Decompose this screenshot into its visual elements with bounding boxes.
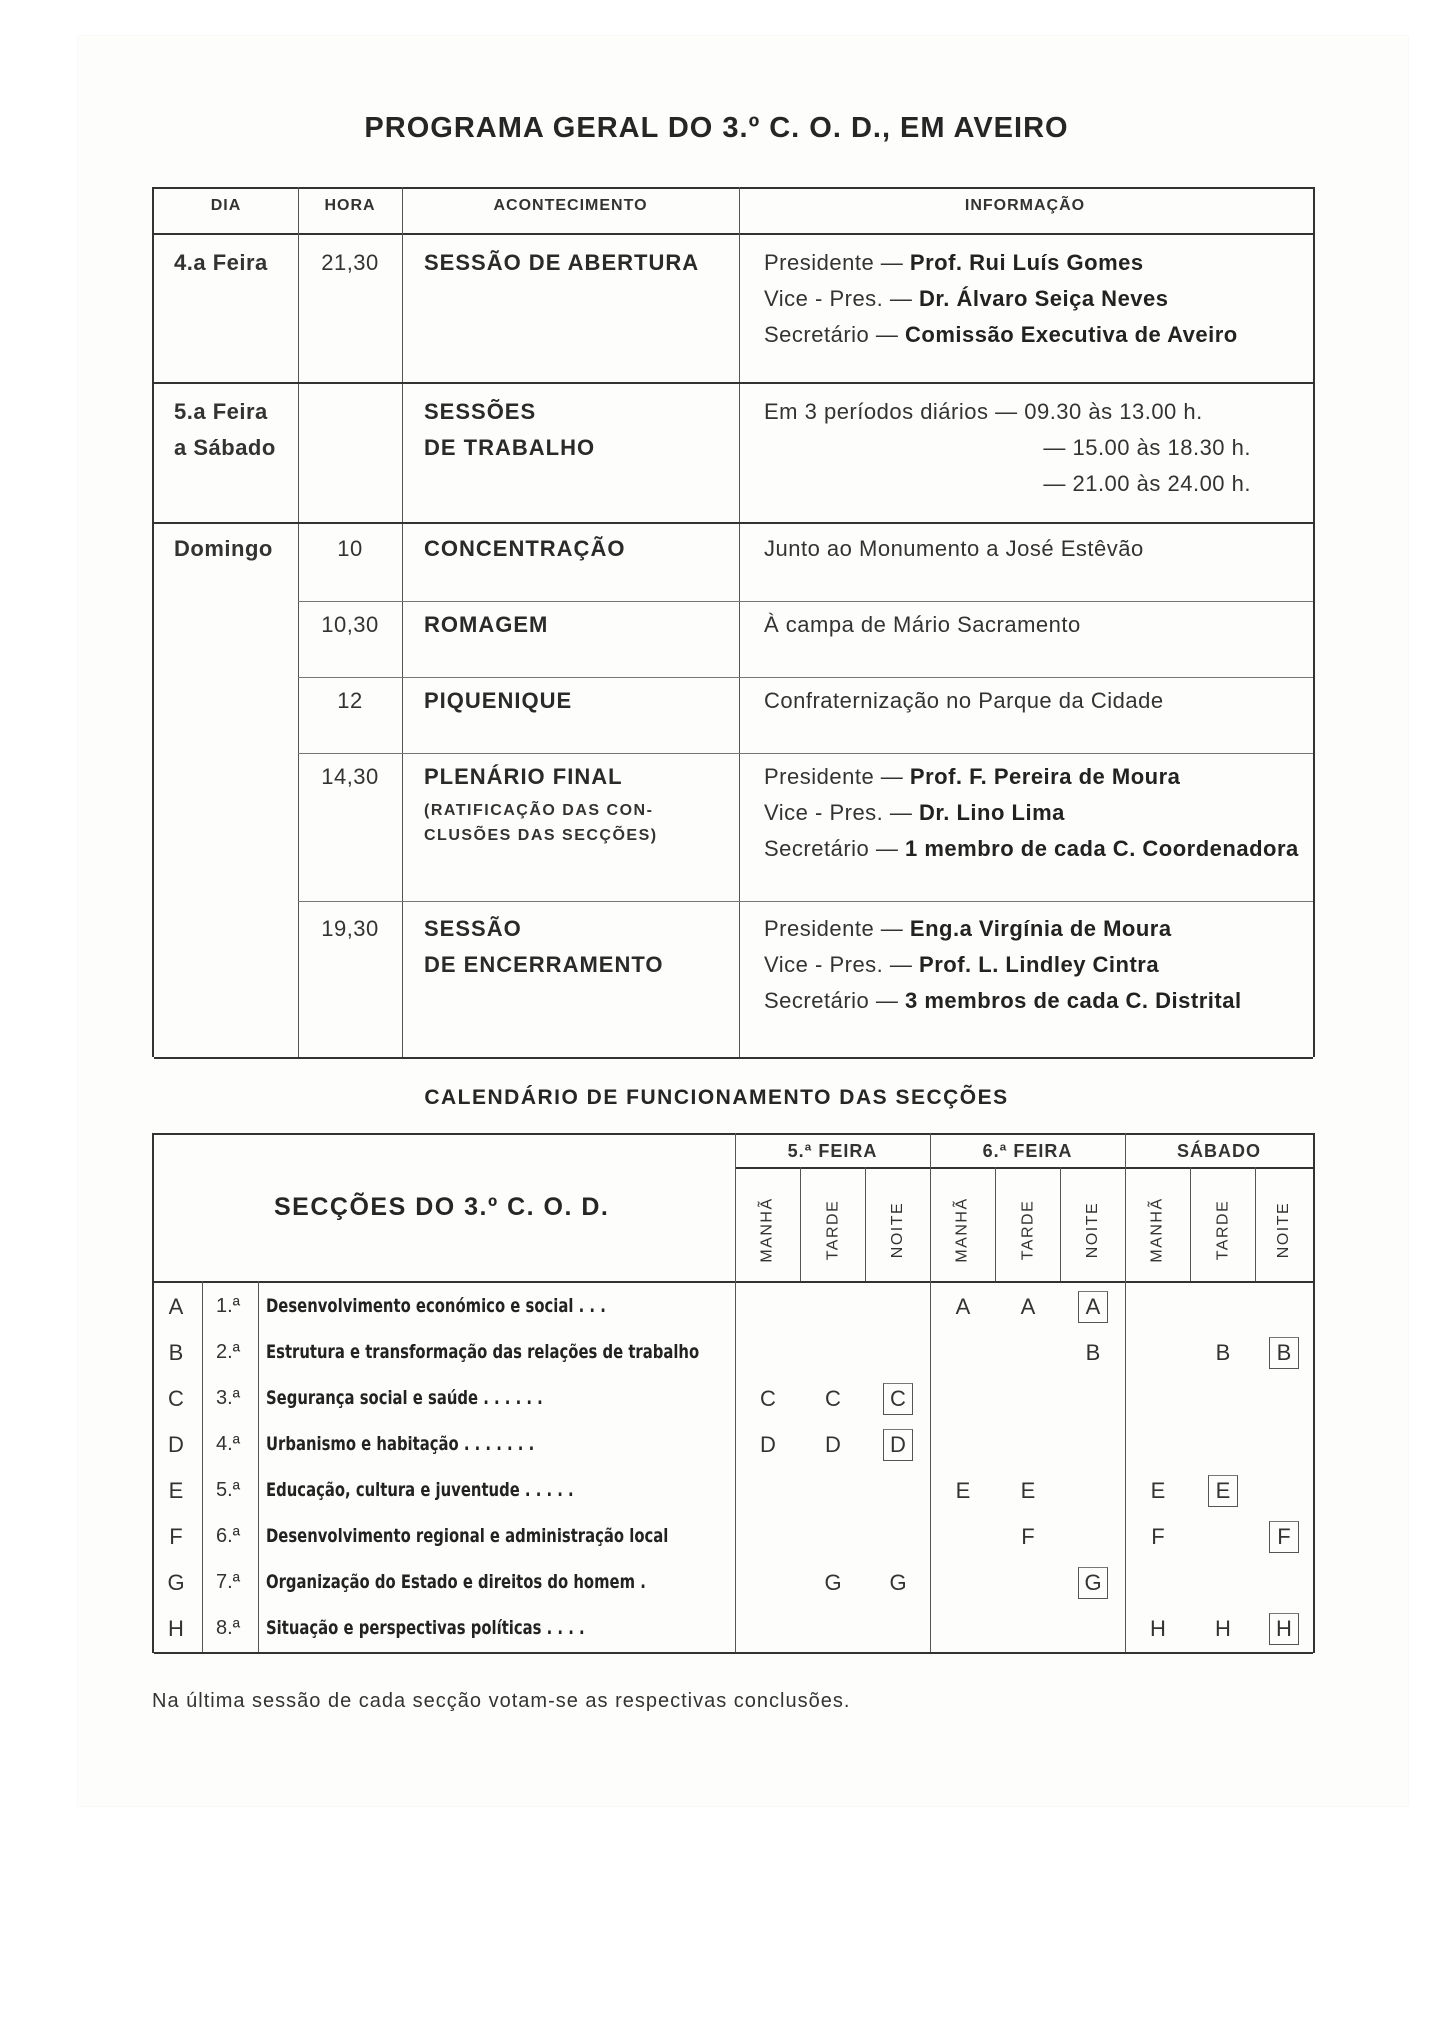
section-letter: B (168, 1340, 184, 1365)
shift-label: NOITE (1083, 1201, 1101, 1259)
info-name: 1 membro de cada C. Coordenadora (905, 836, 1299, 861)
section-number: 4.ª (215, 1433, 241, 1455)
program-info-line (764, 394, 1203, 430)
session-mark-voting (1073, 1559, 1113, 1606)
calendar-title: CALENDÁRIO DE FUNCIONAMENTO DAS SECÇÕES (424, 1086, 1009, 1109)
program-event-note: (RATIFICAÇÃO DAS CON- (424, 802, 654, 819)
session-mark-voting (1264, 1605, 1304, 1652)
info-text: — 15.00 às 18.30 h. (1043, 435, 1251, 460)
session-letter: G (889, 1570, 907, 1595)
program-info-line (764, 531, 1144, 567)
table-top-border (154, 1133, 1313, 1135)
shift-divider (800, 1167, 801, 1281)
program-info-line (764, 831, 1299, 867)
session-mark (1203, 1329, 1243, 1376)
info-text: Presidente — (764, 764, 910, 789)
shift-label: MANHÃ (1149, 1197, 1166, 1263)
calendar-table (152, 1133, 1315, 1653)
shift-label: TARDE (824, 1199, 842, 1261)
section-name: Desenvolvimento regional e administração local (266, 1525, 669, 1547)
shift-header (998, 1175, 1058, 1285)
session-mark (1138, 1605, 1178, 1652)
info-text: Presidente — (764, 916, 910, 941)
program-info-line (764, 947, 1159, 983)
info-name: Comissão Executiva de Aveiro (905, 322, 1238, 347)
section-letter: D (168, 1432, 184, 1457)
session-mark (813, 1375, 853, 1422)
shift-header (1193, 1175, 1253, 1285)
row-separator (154, 382, 1313, 384)
session-mark-voting (1203, 1467, 1243, 1514)
row-separator (298, 901, 1313, 902)
session-mark (1138, 1467, 1178, 1514)
program-hour: 10 (337, 536, 363, 561)
days-separator (735, 1167, 1313, 1169)
session-letter: D (883, 1429, 913, 1461)
session-mark-voting (1264, 1513, 1304, 1560)
session-letter: A (1020, 1294, 1036, 1319)
shift-label: TARDE (1214, 1199, 1232, 1261)
program-info-line (764, 607, 1081, 643)
row-separator (298, 677, 1313, 678)
session-mark-voting (1264, 1329, 1304, 1376)
session-letter: H (1269, 1613, 1299, 1645)
section-letter: C (168, 1386, 184, 1411)
session-letter: G (824, 1570, 842, 1595)
day-header-saturday: SÁBADO (1176, 1141, 1261, 1161)
info-name: Prof. L. Lindley Cintra (919, 952, 1160, 977)
column-divider (298, 187, 299, 1057)
program-table (152, 187, 1315, 1057)
program-info-line (764, 683, 1164, 719)
program-info-line (764, 911, 1172, 947)
column-divider (402, 187, 403, 1057)
session-letter: G (1078, 1567, 1108, 1599)
program-event-note: CLUSÕES DAS SECÇÕES) (424, 827, 658, 844)
session-mark (748, 1375, 788, 1422)
shift-header (868, 1175, 928, 1285)
shift-divider (865, 1167, 866, 1281)
header-day: DIA (210, 197, 242, 214)
shift-divider (1060, 1167, 1061, 1281)
session-mark (1138, 1513, 1178, 1560)
info-name: Prof. Rui Luís Gomes (909, 250, 1144, 275)
info-text: Vice - Pres. — (764, 286, 920, 311)
section-name: Educação, cultura e juventude . . . . . (266, 1479, 574, 1501)
program-event: PLENÁRIO FINAL (424, 764, 623, 789)
info-text: Junto ao Monumento a José Estêvão (764, 536, 1144, 561)
info-text: Vice - Pres. — (764, 800, 920, 825)
column-divider (739, 187, 740, 1057)
shift-divider (995, 1167, 996, 1281)
session-letter: B (1215, 1340, 1231, 1365)
day-header-friday: 6.ª FEIRA (982, 1141, 1073, 1161)
header-hour: HORA (324, 197, 376, 214)
session-letter: H (1150, 1616, 1166, 1641)
program-event: CONCENTRAÇÃO (424, 536, 626, 561)
info-text: Secretário — (764, 322, 905, 347)
shift-header (1128, 1175, 1188, 1285)
session-mark-voting (1073, 1283, 1113, 1330)
session-letter: B (1085, 1340, 1101, 1365)
table-row (154, 1329, 1313, 1376)
program-info-line (764, 317, 1238, 353)
program-info-line (1043, 466, 1251, 502)
session-mark (943, 1467, 983, 1514)
info-text: À campa de Mário Sacramento (764, 612, 1081, 637)
info-text: Confraternização no Parque da Cidade (764, 688, 1164, 713)
section-name: Segurança social e saúde . . . . . . (266, 1387, 543, 1409)
program-info-line (1043, 430, 1251, 466)
section-name: Desenvolvimento económico e social . . . (266, 1295, 606, 1317)
info-text: Presidente — (764, 250, 910, 275)
program-event: PIQUENIQUE (424, 688, 573, 713)
program-hour: 12 (337, 688, 363, 713)
header-info: INFORMAÇÃO (964, 197, 1086, 214)
session-letter: A (1078, 1291, 1108, 1323)
program-event: ROMAGEM (424, 612, 549, 637)
program-hour: 21,30 (321, 250, 379, 275)
shift-label: NOITE (1274, 1201, 1292, 1259)
info-name: Eng.a Virgínia de Moura (909, 916, 1172, 941)
session-letter: B (1269, 1337, 1299, 1369)
info-text: — 21.00 às 24.00 h. (1043, 471, 1251, 496)
program-info-line (764, 281, 1169, 317)
info-name: Prof. F. Pereira de Moura (909, 764, 1181, 789)
section-letter: H (168, 1616, 184, 1641)
table-row (154, 1513, 1313, 1560)
table-row (154, 1283, 1313, 1330)
program-event: DE TRABALHO (424, 435, 596, 460)
session-letter: E (955, 1478, 971, 1503)
program-day: a Sábado (174, 435, 276, 460)
session-mark (943, 1283, 983, 1330)
shift-header (1254, 1175, 1314, 1285)
shift-header (803, 1175, 863, 1285)
section-name: Urbanismo e habitação . . . . . . . (266, 1433, 535, 1455)
session-letter: E (1020, 1478, 1036, 1503)
row-separator (298, 601, 1313, 602)
session-letter: E (1150, 1478, 1166, 1503)
section-letter: F (169, 1524, 183, 1549)
sections-header: SECÇÕES DO 3.º C. O. D. (274, 1193, 610, 1221)
session-letter: F (1269, 1521, 1299, 1553)
session-letter: A (955, 1294, 971, 1319)
program-hour: 10,30 (321, 612, 379, 637)
section-number: 7.ª (215, 1571, 241, 1593)
shift-label: MANHÃ (954, 1197, 971, 1263)
section-letter: G (167, 1570, 185, 1595)
session-letter: E (1208, 1475, 1238, 1507)
shift-header (738, 1175, 798, 1285)
session-mark-voting (878, 1375, 918, 1422)
session-mark (1008, 1283, 1048, 1330)
info-name: 3 membros de cada C. Distrital (905, 988, 1242, 1013)
shift-label: MANHÃ (759, 1197, 776, 1263)
session-letter: D (825, 1432, 841, 1457)
table-row (154, 1375, 1313, 1422)
header-event: ACONTECIMENTO (493, 197, 648, 214)
program-hour: 14,30 (321, 764, 379, 789)
shift-header (1063, 1175, 1123, 1285)
section-number: 5.ª (215, 1479, 241, 1501)
session-letter: D (760, 1432, 776, 1457)
session-mark (878, 1559, 918, 1606)
session-letter: F (1021, 1524, 1035, 1549)
session-mark (1008, 1513, 1048, 1560)
header-separator (154, 233, 1313, 235)
program-day: Domingo (174, 536, 273, 561)
section-name: Situação e perspectivas políticas . . . . (266, 1617, 585, 1639)
session-mark (813, 1421, 853, 1468)
program-info-line (764, 983, 1242, 1019)
table-row (154, 1559, 1313, 1606)
session-mark (1008, 1467, 1048, 1514)
program-event: SESSÃO (424, 916, 522, 941)
program-day: 4.a Feira (174, 250, 268, 275)
section-name: Estrutura e transformação das relações de trabalho (266, 1341, 700, 1363)
shift-label: TARDE (1019, 1199, 1037, 1261)
program-info-line (764, 795, 1065, 831)
section-number: 3.ª (215, 1387, 241, 1409)
table-top-border (154, 187, 1313, 189)
program-info-line (764, 759, 1180, 795)
info-text: Secretário — (764, 988, 905, 1013)
program-info-line (764, 245, 1144, 281)
section-letter: E (168, 1478, 184, 1503)
session-mark (1203, 1605, 1243, 1652)
table-bottom-border (154, 1057, 1313, 1059)
program-event: SESSÕES (424, 399, 537, 424)
program-hour: 19,30 (321, 916, 379, 941)
table-row (154, 1467, 1313, 1514)
session-letter: H (1215, 1616, 1231, 1641)
section-number: 6.ª (215, 1525, 241, 1547)
session-letter: C (825, 1386, 841, 1411)
session-mark-voting (878, 1421, 918, 1468)
info-text: Vice - Pres. — (764, 952, 920, 977)
session-letter: C (760, 1386, 776, 1411)
table-row (154, 1605, 1313, 1652)
session-mark (748, 1421, 788, 1468)
footnote: Na última sessão de cada secção votam-se as respectivas conclusões. (152, 1690, 851, 1712)
program-event: DE ENCERRAMENTO (424, 952, 664, 977)
table-bottom-border (154, 1652, 1313, 1654)
section-number: 1.ª (215, 1295, 241, 1317)
section-number: 2.ª (215, 1341, 241, 1363)
table-row (154, 1421, 1313, 1468)
program-day: 5.a Feira (174, 399, 268, 424)
program-event: SESSÃO DE ABERTURA (424, 250, 700, 275)
row-separator (154, 522, 1313, 524)
row-separator (298, 753, 1313, 754)
day-header-thursday: 5.ª FEIRA (787, 1141, 878, 1161)
info-text: Em 3 períodos diários — 09.30 às 13.00 h. (764, 399, 1203, 424)
shift-label: NOITE (888, 1201, 906, 1259)
shift-header (933, 1175, 993, 1285)
session-letter: F (1151, 1524, 1165, 1549)
session-mark (813, 1559, 853, 1606)
document-title: PROGRAMA GERAL DO 3.º C. O. D., EM AVEIRO (364, 112, 1069, 144)
info-name: Dr. Lino Lima (919, 800, 1065, 825)
section-letter: A (168, 1294, 184, 1319)
info-name: Dr. Álvaro Seiça Neves (919, 286, 1169, 311)
section-name: Organização do Estado e direitos do homem . (266, 1571, 646, 1593)
shift-divider (1190, 1167, 1191, 1281)
info-text: Secretário — (764, 836, 905, 861)
session-mark (1073, 1329, 1113, 1376)
section-number: 8.ª (215, 1617, 241, 1639)
session-letter: C (883, 1383, 913, 1415)
